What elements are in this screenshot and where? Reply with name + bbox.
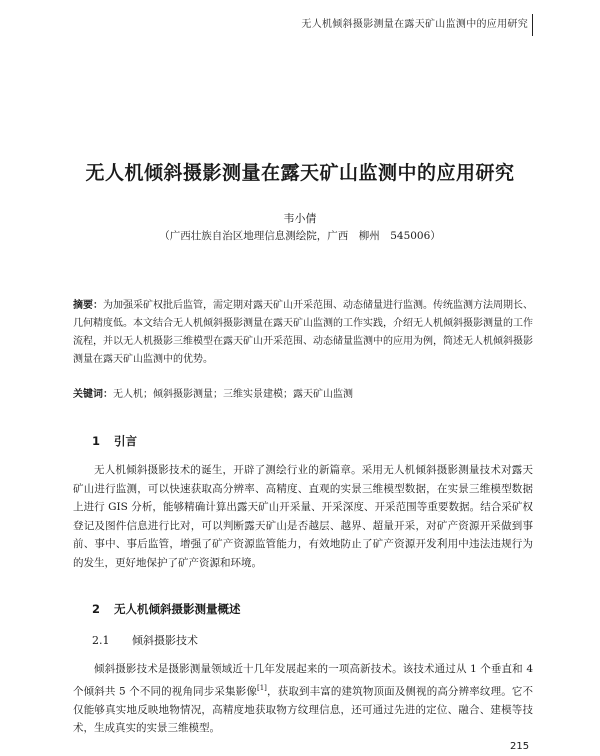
page-number: 215: [510, 741, 530, 752]
introduction-paragraph: 无人机倾斜摄影技术的诞生，开辟了测绘行业的新篇章。采用无人机倾斜摄影测量技术对露天矿山进行监测，可以快速获取高分辨率、高精度、直观的实景三维模型数据，在实景三维模型数据上进行 GIS 分析，能够精确计算出露天矿山开采量、开采深度、开采范围等重要数据。结合采矿权登记及图件信息进行比对，可以判断露天矿山是否越层、越界、超量开采，对矿产资源开采做到事前、事中、事后监管，增强了矿产资源监管能力，有效地防止了矿产资源开发利用中违法违规行为的发生，更好地保护了矿产资源和环境。: [73, 464, 533, 569]
section-title: 无人机倾斜摄影测量概述: [114, 602, 241, 616]
subsection-number: 2.1: [92, 634, 110, 647]
citation-reference: [1]: [256, 683, 267, 692]
section-heading-introduction: [92, 433, 137, 449]
author-name: 韦小倩: [283, 212, 317, 225]
paragraph-text: 倾斜摄影技术是摄影测量领域近十几年发展起来的一项高新技术。该技术通过从 1 个垂直和 4 个倾斜共 5 个不同的视角同步采集影像: [73, 663, 533, 697]
keywords-label: 关键词：: [73, 389, 113, 400]
section-title: 引言: [114, 434, 137, 448]
abstract-text: 为加强采矿权批后监管，需定期对露天矿山开采范围、动态储量进行监测。传统监测方法周期长、几何精度低。本文结合无人机倾斜摄影测量在露天矿山监测的工作实践，介绍无人机倾斜摄影测量的工作流程，并以无人机摄影三维模型在露天矿山开采范围、动态储量监测中的应用为例，简述无人机倾斜摄影测量在露天矿山监测中的优势。: [73, 300, 533, 365]
section-heading-overview: [92, 601, 241, 617]
paragraph-text-continued: ，获取到丰富的建筑物顶面及侧视的高分辨率纹理。它不仅能够真实地反映地物情况，高精度地获取物方纹理信息，还可通过先进的定位、融合、建模等技术，生成真实的实景三维模型。: [73, 685, 534, 734]
abstract: [73, 297, 533, 369]
keywords: [73, 386, 533, 404]
abstract-label: 摘要：: [73, 300, 103, 311]
subsection-heading: [92, 632, 198, 648]
subsection-title: 倾斜摄影技术: [132, 634, 198, 647]
section-number: 2: [92, 602, 101, 616]
section-number: 1: [92, 434, 101, 448]
keywords-text: 无人机；倾斜摄影测量；三维实景建模；露天矿山监测: [113, 389, 353, 400]
paper-title: 无人机倾斜摄影测量在露天矿山监测中的应用研究: [85, 162, 515, 184]
running-header: 无人机倾斜摄影测量在露天矿山监测中的应用研究: [301, 19, 528, 30]
author-affiliation: （广西壮族自治区地理信息测绘院，广西 柳州 545006）: [159, 230, 441, 242]
header-rule: [532, 14, 533, 36]
tilt-photography-paragraph: [73, 660, 533, 738]
